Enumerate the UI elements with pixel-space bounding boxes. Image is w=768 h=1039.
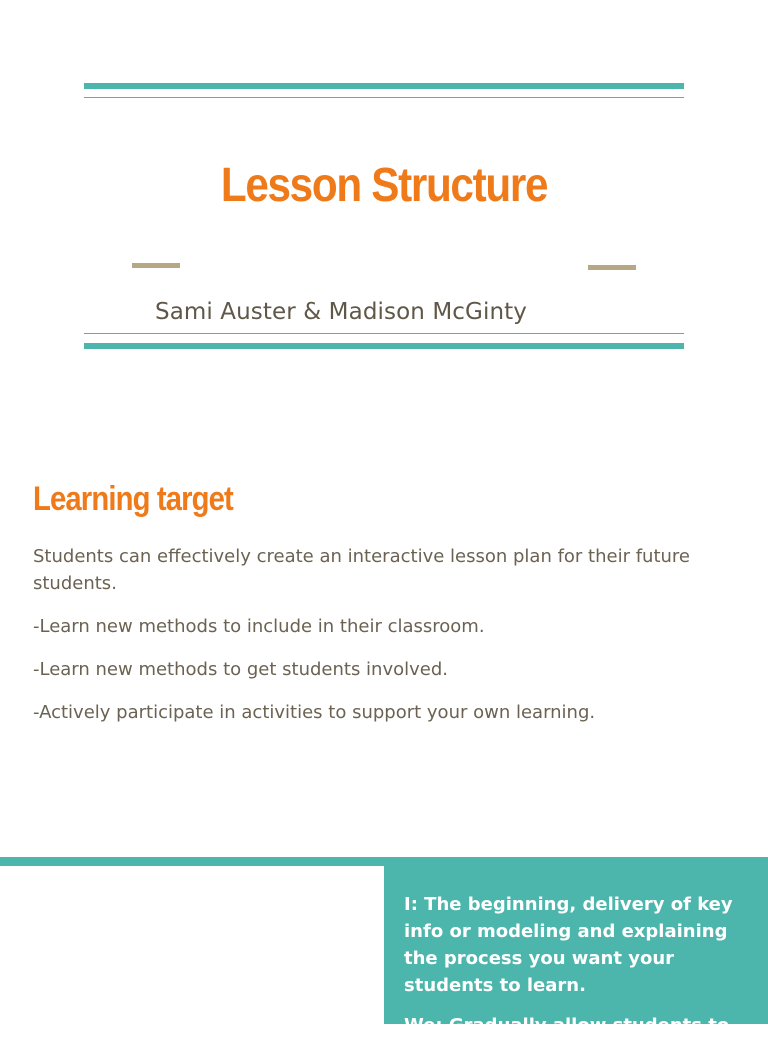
slide-title: Lesson Structure (220, 159, 548, 212)
learning-target-paragraph: Students can effectively create an interactive lesson plan for their future students. (33, 546, 690, 594)
right-decorative-dash (588, 265, 636, 270)
learning-target-bullet: -Learn new methods to get students involved. (33, 659, 448, 680)
panel-we-description: We: Gradually allow students to (404, 1015, 730, 1036)
top-accent-bar (84, 83, 684, 89)
learning-target-bullet: -Actively participate in activities to support your own learning. (33, 702, 596, 723)
learning-target-heading: Learning target (33, 480, 233, 518)
bottom-accent-line (84, 333, 684, 334)
learning-target-bullet: -Learn new methods to include in their classroom. (33, 616, 485, 637)
slide-subtitle-authors: Sami Auster & Madison McGinty (155, 299, 527, 325)
top-accent-line (84, 97, 684, 98)
panel-i-description: I: The beginning, delivery of key info or modeling and explaining the process you want your students to learn. (404, 894, 733, 996)
left-decorative-dash (132, 263, 180, 268)
next-slide-teal-panel (384, 857, 768, 1036)
bottom-accent-bar (84, 343, 684, 349)
